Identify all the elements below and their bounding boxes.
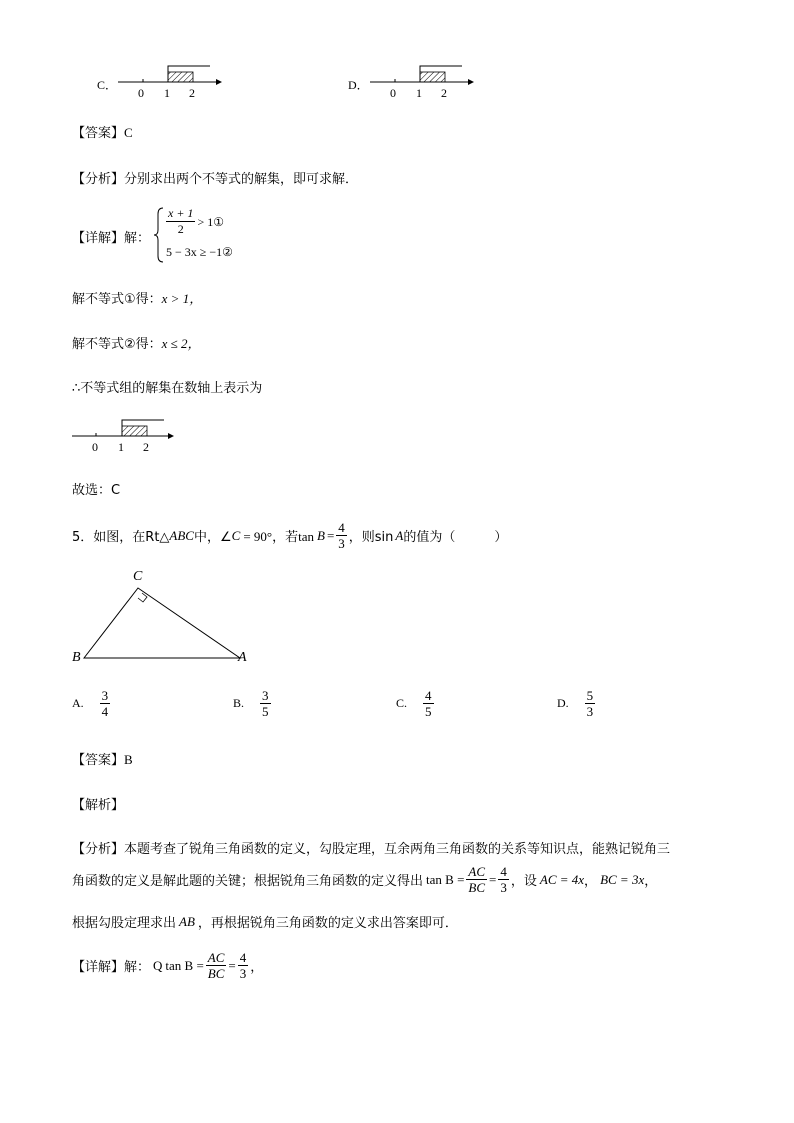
eq-sign: = [228, 957, 236, 973]
option-num: 3 [101, 688, 109, 703]
tick-1: 1 [164, 86, 170, 100]
step-2-text: 解不等式②得： [72, 337, 162, 352]
tick-2: 2 [143, 440, 149, 454]
eq1-numerator: x + 1 [168, 206, 194, 220]
option-num: 5 [586, 688, 594, 703]
frac-ac: AC [468, 864, 486, 879]
number-line-d [370, 62, 480, 102]
q5-frac-num: 4 [338, 520, 345, 535]
step-1-math: x > 1， [161, 291, 203, 306]
step-2-math: x ≤ 2， [161, 336, 201, 351]
analysis-tag: 【分析】 [72, 172, 125, 187]
question-5 [72, 520, 507, 551]
answer-tag: 【答案】 [72, 753, 125, 768]
analysis-1 [72, 168, 358, 187]
q5-text-d: 的值为（ ） [403, 530, 508, 545]
analysis-line3-b: ，再根据锐角三角函数的定义求出答案即可． [197, 916, 458, 931]
system-eq2: 5 − 3x ≥ −1② [166, 245, 233, 259]
detail-end: ， [250, 960, 264, 975]
analysis-line2-a: 角函数的定义是解此题的关键；根据锐角三角函数的定义得出 [72, 874, 424, 889]
vertex-c-label: C [133, 569, 143, 584]
frac-4: 4 [500, 864, 507, 879]
tanb-expr: tan B = [426, 871, 465, 887]
detail-tag: 【详解】解： [72, 960, 151, 975]
option-c-label: C． [97, 78, 118, 92]
step-1 [72, 288, 202, 307]
q5-abc: ABC [169, 527, 194, 543]
analysis-line2-c: ， [644, 874, 658, 889]
option-c[interactable] [396, 688, 436, 719]
analysis-text: 分别求出两个不等式的解集，即可求解． [124, 172, 359, 187]
analysis-tag: 【分析】 [72, 842, 125, 857]
ac-eq: AC = 4x [539, 871, 585, 887]
tick-1: 1 [118, 440, 124, 454]
detail-2 [72, 950, 263, 981]
option-den: 5 [425, 704, 432, 719]
analysis-2-line3 [72, 912, 458, 931]
option-d[interactable] [557, 688, 597, 719]
answer-tag: 【答案】 [72, 126, 125, 141]
analysis-2-line1 [72, 838, 670, 857]
q5-text-a: 如图，在Rt△ [93, 530, 170, 545]
question-number: 5． [72, 530, 94, 545]
option-b[interactable] [233, 688, 273, 719]
because-symbol: Q [153, 957, 163, 973]
comma: ， [584, 874, 598, 889]
answer-2 [72, 749, 133, 768]
option-num: 4 [425, 688, 432, 703]
tanb-expr: tan B = [165, 957, 204, 973]
frac-bc: BC [207, 966, 225, 981]
number-line-solution [72, 414, 182, 454]
number-line-c [118, 62, 228, 102]
option-d-label: D． [348, 78, 369, 92]
tick-0: 0 [390, 86, 396, 100]
frac-ac: AC [207, 950, 225, 965]
frac-4: 4 [239, 950, 247, 965]
q5-text-c: ，则sin [348, 530, 394, 545]
analysis-line2-b: ，设 [510, 874, 537, 889]
step-1-text: 解不等式①得： [72, 292, 162, 307]
answer-1 [72, 122, 133, 141]
eq-sign: = [489, 871, 497, 887]
option-label: C. [396, 696, 408, 710]
vertex-b-label: B [72, 650, 81, 665]
eq1-rest: > 1① [197, 215, 224, 229]
q5-eq90: = 90°，若tan [243, 529, 314, 544]
q5-c: C [231, 527, 241, 543]
vertex-a-label: A [238, 650, 247, 665]
option-label: A. [72, 696, 84, 710]
analysis-2-line2 [72, 864, 657, 895]
frac-3: 3 [239, 966, 247, 981]
eq1-denominator: 2 [177, 222, 184, 236]
tick-2: 2 [441, 86, 447, 100]
option-label: D. [557, 696, 569, 710]
jiexi-tag: 【解析】 [72, 798, 125, 813]
triangle-figure [68, 566, 258, 676]
q5-b: B [316, 527, 325, 543]
q5-text-b: 中，∠ [193, 530, 232, 545]
q5-a: A [395, 527, 404, 543]
option-den: 5 [262, 704, 269, 719]
analysis-line1: 本题考查了锐角三角函数的定义，勾股定理，互余两角三角函数的关系等知识点，能熟记锐角三 [124, 842, 671, 857]
option-den: 3 [586, 704, 594, 719]
tick-1: 1 [416, 86, 422, 100]
bc-eq: BC = 3x [600, 871, 645, 887]
option-a[interactable] [72, 688, 112, 719]
therefore-line: ∴不等式组的解集在数轴上表示为 [72, 381, 263, 396]
analysis-line3-a: 根据勾股定理求出 [72, 916, 177, 931]
option-num: 3 [262, 688, 269, 703]
answer-value: C [124, 125, 133, 140]
system-eq1 [164, 206, 224, 237]
ab-label: AB [179, 913, 195, 929]
tick-0: 0 [138, 86, 144, 100]
q5-eq: = [326, 527, 335, 543]
q5-frac-den: 3 [338, 536, 345, 551]
tick-2: 2 [189, 86, 195, 100]
option-den: 4 [101, 704, 109, 719]
frac-bc: BC [468, 880, 486, 895]
answer-value: B [124, 752, 133, 767]
frac-3: 3 [500, 880, 507, 895]
tick-0: 0 [92, 440, 98, 454]
step-2 [72, 333, 201, 352]
option-label: B. [233, 696, 245, 710]
detail-1-tag: 【详解】解： [72, 231, 151, 246]
choose-1: 故选：C [72, 483, 121, 498]
